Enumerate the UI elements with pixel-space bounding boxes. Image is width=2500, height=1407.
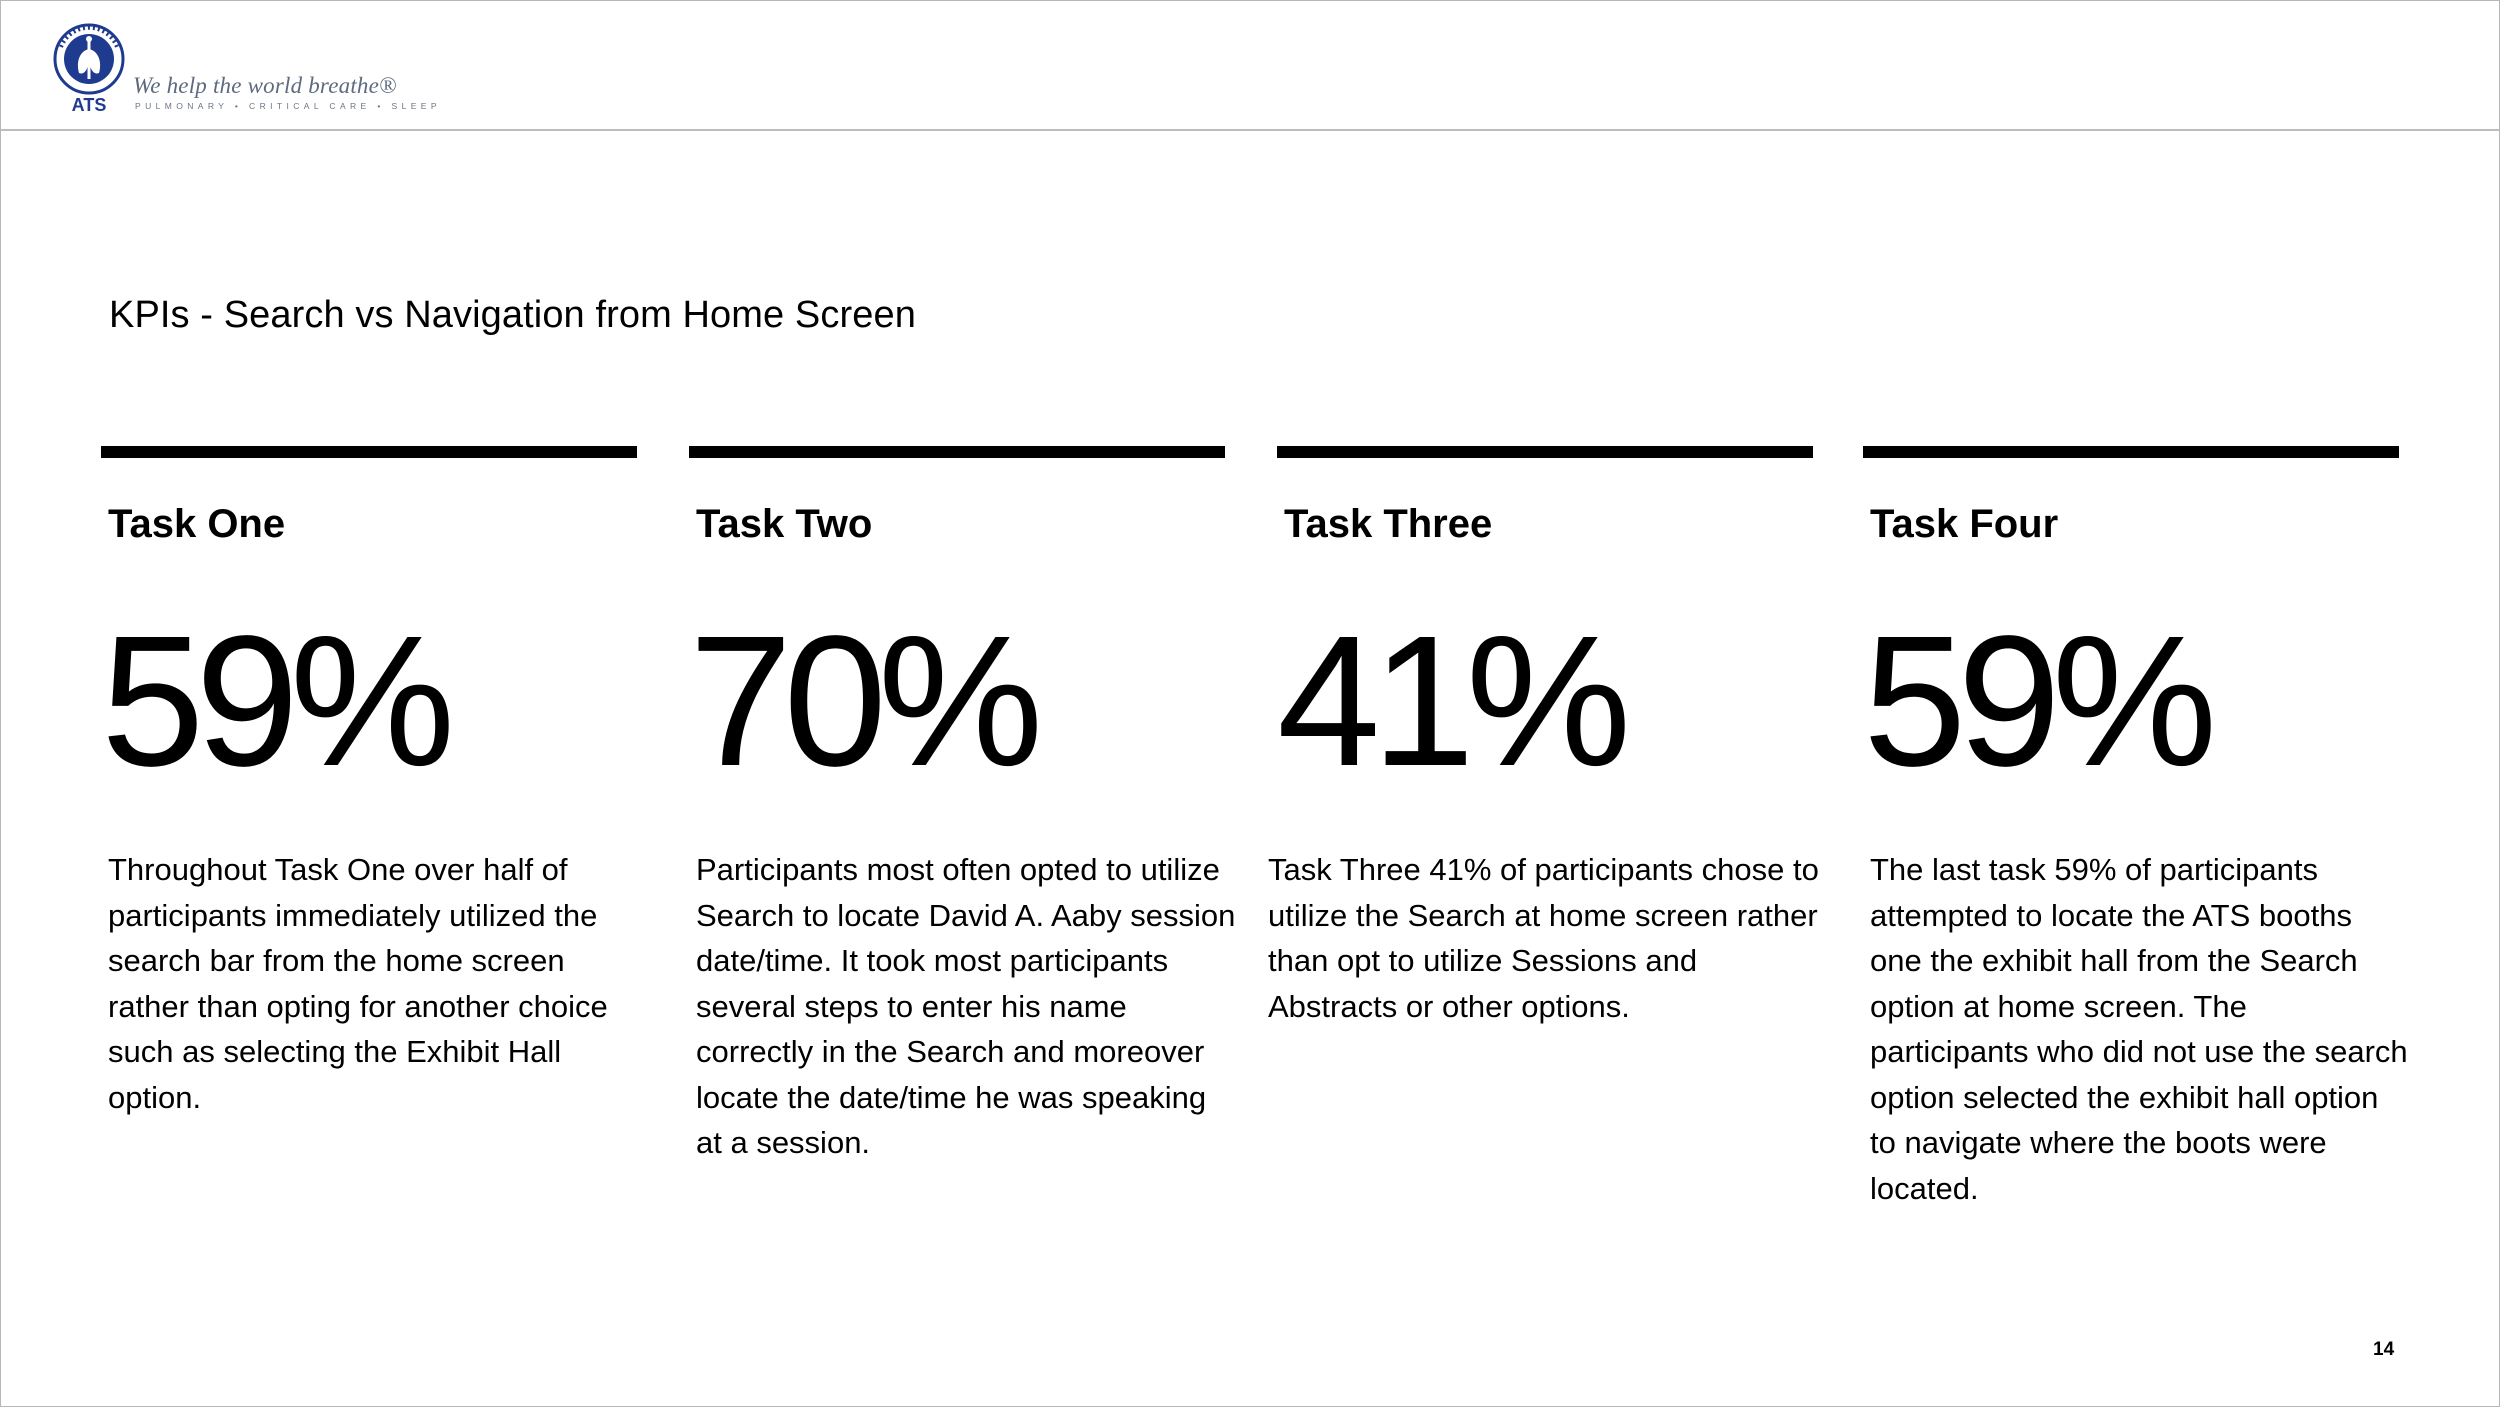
task-percentage: 70% [689, 598, 1035, 805]
task-card-one [101, 446, 637, 1115]
task-divider [1277, 446, 1813, 458]
task-divider [1863, 446, 2399, 458]
header-bar [1, 1, 2499, 131]
task-percentage: 41% [1277, 598, 1623, 805]
page-number: 14 [2373, 1339, 2395, 1360]
task-percentage: 59% [101, 598, 447, 805]
task-title: Task One [108, 502, 286, 546]
task-card-two [689, 446, 1236, 1160]
ats-seal-icon [49, 21, 129, 117]
task-title: Task Two [696, 502, 873, 546]
task-description: The last task 59% of participants attempted to locate the ATS booths one the exhibit hall from the Search option at home screen. The participants who did not use the search option selected the exhibit hall option to navigate where the boots were located. [1870, 852, 2408, 1206]
task-percentage: 59% [1863, 598, 2209, 805]
task-description: Throughout Task One over half of participants immediately utilized the search bar from the home screen rather than opting for another choice such as selecting the Exhibit Hall option. [108, 852, 608, 1115]
task-card-four [1863, 446, 2408, 1206]
ats-abbreviation: ATS [71, 95, 107, 115]
task-divider [689, 446, 1225, 458]
logo-subtagline: PULMONARY • CRITICAL CARE • SLEEP [135, 101, 441, 111]
task-description: Task Three 41% of participants chose to utilize the Search at home screen rather than opt to utilize Sessions and Abstracts or other options. [1268, 852, 1819, 1024]
page-title: KPIs - Search vs Navigation from Home Screen [109, 294, 916, 336]
task-card-three [1268, 446, 1819, 1024]
logo-tagline: We help the world breathe® [133, 73, 397, 98]
task-description: Participants most often opted to utilize Search to locate David A. Aaby session date/time. It took most participants several steps to enter his name correctly in the Search and moreover locate the date/time he was speaking at a session. [696, 852, 1236, 1160]
ats-logo [49, 21, 441, 121]
task-divider [101, 446, 637, 458]
task-title: Task Four [1870, 502, 2059, 546]
task-title: Task Three [1284, 502, 1493, 546]
